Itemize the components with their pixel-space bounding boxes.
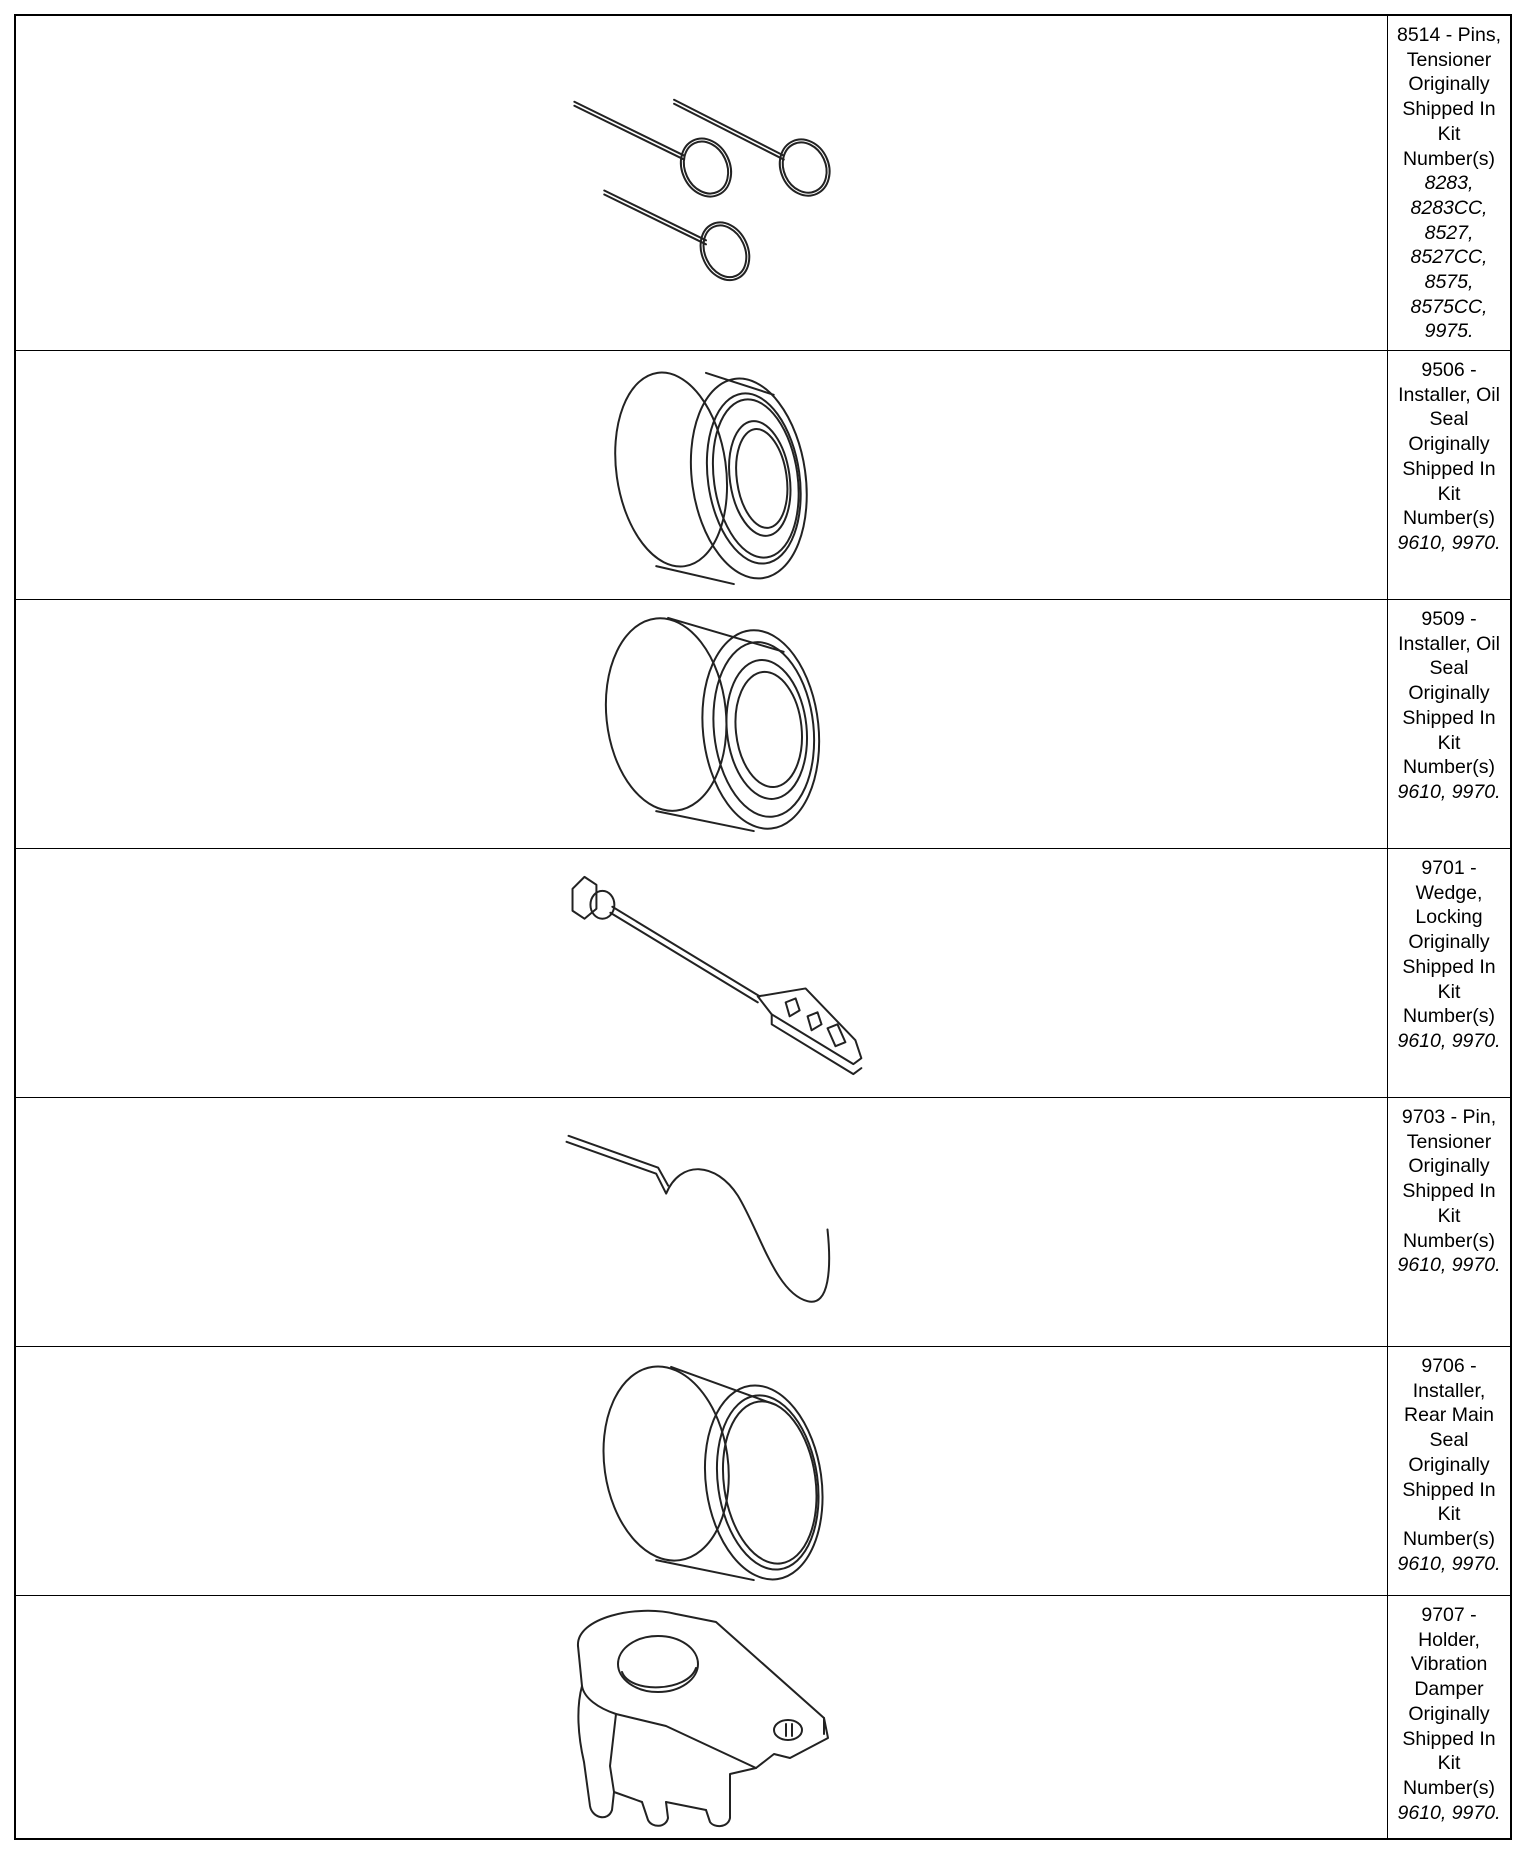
oil-seal-installer-illustration	[16, 600, 1388, 848]
kit-number: 9610, 9970.	[1397, 1254, 1501, 1277]
rear-main-seal-installer-illustration	[16, 1347, 1388, 1595]
tool-illustration-cell	[16, 1596, 1388, 1838]
kit-number: 8527,	[1424, 221, 1474, 244]
tool-name: 8514 - Pins, Tensioner	[1396, 24, 1502, 71]
kit-number: 8283CC,	[1410, 196, 1488, 219]
tool-illustration-cell	[16, 600, 1388, 848]
tool-caption	[1388, 16, 1510, 350]
kit-number: 9975.	[1424, 320, 1474, 343]
tool-name: 9509 - Installer, Oil Seal	[1398, 608, 1500, 680]
tool-row-9707	[16, 1596, 1510, 1838]
shipped-label: Originally Shipped In Kit Number(s)	[1402, 1155, 1496, 1252]
tool-row-8514	[16, 16, 1510, 351]
tool-caption	[1388, 1098, 1510, 1346]
shipped-label: Originally Shipped In Kit Number(s)	[1402, 931, 1496, 1028]
tool-caption	[1388, 600, 1510, 848]
kit-number: 9610, 9970.	[1397, 531, 1501, 554]
kit-number: 8283,	[1424, 172, 1474, 195]
tool-illustration-cell	[16, 849, 1388, 1097]
tool-row-9706	[16, 1347, 1510, 1596]
tools-table	[14, 14, 1512, 1840]
kit-number: 8575CC,	[1410, 295, 1488, 318]
tool-caption	[1388, 351, 1510, 599]
tool-name: 9506 - Installer, Oil Seal	[1398, 359, 1500, 431]
tool-caption	[1388, 1596, 1510, 1838]
kit-number: 8527CC,	[1410, 246, 1488, 269]
vibration-damper-holder-illustration	[16, 1596, 1388, 1838]
tool-row-9701	[16, 849, 1510, 1098]
tool-name: 9707 - Holder, Vibration Damper	[1410, 1604, 1488, 1701]
tool-name: 9706 - Installer, Rear Main Seal	[1404, 1355, 1494, 1452]
shipped-label: Originally Shipped In Kit Number(s)	[1402, 682, 1496, 779]
shipped-label: Originally Shipped In Kit Number(s)	[1402, 73, 1496, 170]
tool-illustration-cell	[16, 1098, 1388, 1346]
kit-number: 9610, 9970.	[1397, 780, 1501, 803]
tool-caption	[1388, 849, 1510, 1097]
locking-wedge-illustration	[16, 849, 1388, 1097]
tool-illustration-cell	[16, 351, 1388, 599]
kit-number: 9610, 9970.	[1397, 1552, 1501, 1575]
tool-row-9506	[16, 351, 1510, 600]
tool-name: 9701 - Wedge, Locking	[1415, 857, 1483, 929]
shipped-label: Originally Shipped In Kit Number(s)	[1402, 1453, 1496, 1550]
tool-row-9509	[16, 600, 1510, 849]
kit-number: 9610, 9970.	[1397, 1029, 1501, 1052]
tool-illustration-cell	[16, 1347, 1388, 1595]
tensioner-pins-illustration	[16, 16, 1388, 350]
tool-illustration-cell	[16, 16, 1388, 350]
tool-row-9703	[16, 1098, 1510, 1347]
shipped-label: Originally Shipped In Kit Number(s)	[1402, 1702, 1496, 1799]
shipped-label: Originally Shipped In Kit Number(s)	[1402, 433, 1496, 530]
kit-number: 8575,	[1424, 271, 1474, 294]
tool-name: 9703 - Pin, Tensioner	[1401, 1106, 1497, 1153]
oil-seal-installer-illustration	[16, 351, 1388, 599]
tool-caption	[1388, 1347, 1510, 1595]
kit-number: 9610, 9970.	[1397, 1801, 1501, 1824]
tensioner-pin-illustration	[16, 1098, 1388, 1346]
